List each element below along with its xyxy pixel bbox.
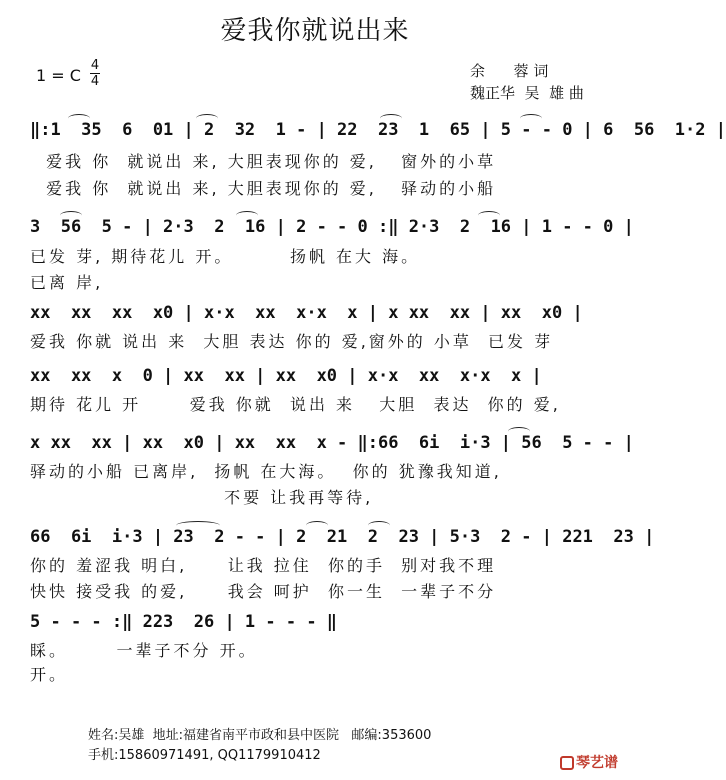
song-title: 爱我你就说出来	[220, 16, 410, 46]
lyric-row: 期待 花儿 开 爱我 你就 说出 来 大胆 表达 你的 爱,	[30, 395, 561, 414]
meter-bottom: 4	[90, 74, 100, 89]
slur-mark	[478, 211, 500, 220]
contact-line: 姓名:吴雄 地址:福建省南平市政和县中医院 邮编:353600	[88, 728, 432, 743]
lyricist-credit: 余 蓉 词	[470, 62, 549, 80]
lyric-row: 快快 接受我 的爱, 我会 呵护 你一生 一辈子不分	[30, 582, 497, 601]
site-logo	[560, 752, 618, 772]
meter-top: 4	[90, 58, 100, 73]
phone-line: 手机:15860971491, QQ1179910412	[88, 748, 321, 763]
notation-row: 66 6i i·3 | 23 2 - - | 2 21 2 23 | 5·3 2 - | 221 23 |	[30, 527, 655, 547]
notation-row: xx xx xx x0 | x·x xx x·x x | x xx xx | xx x0 |	[30, 303, 583, 323]
slur-mark	[176, 521, 220, 530]
logo-icon	[560, 756, 574, 770]
key-signature: 1 = C	[36, 66, 81, 85]
lyric-row: 已发 芽, 期待花儿 开。 扬帆 在大 海。	[30, 247, 421, 266]
slur-mark	[60, 211, 82, 220]
slur-mark	[508, 427, 530, 436]
lyric-row: 开。	[30, 665, 69, 684]
lyric-row: 爱我 你 就说出 来, 大胆表现你的 爱, 驿动的小船	[30, 179, 497, 198]
logo-text: 琴艺谱	[576, 755, 618, 771]
lyric-row: 爱我 你就 说出 来 大胆 表达 你的 爱,窗外的 小草 已发 芽	[30, 332, 554, 351]
slur-mark	[368, 521, 390, 530]
lyric-row: 不要 让我再等待,	[30, 488, 374, 507]
notation-row: x xx xx | xx x0 | xx xx x - ‖:66 6i i·3 | 56 5 - - |	[30, 433, 634, 453]
notation-row: 5 - - - :‖ 223 26 | 1 - - - ‖	[30, 612, 338, 632]
lyric-row: 驿动的小船 已离岸, 扬帆 在大海。 你的 犹豫我知道,	[30, 462, 502, 481]
slur-mark	[196, 114, 218, 123]
notation-row: xx xx x 0 | xx xx | xx x0 | x·x xx x·x x |	[30, 366, 542, 386]
slur-mark	[236, 211, 258, 220]
slur-mark	[306, 521, 328, 530]
notation-row: ‖:1 35 6 01 | 2 32 1 - | 22 23 1 65 | 5 - - 0 | 6 56 1·2 |	[30, 120, 726, 140]
slur-mark	[68, 114, 90, 123]
lyric-row: 你的 羞涩我 明白, 让我 拉住 你的手 别对我不理	[30, 556, 497, 575]
lyric-row: 睬。 一辈子不分 开。	[30, 641, 258, 660]
credits	[470, 60, 584, 104]
notation-row: 3 56 5 - | 2·3 2 16 | 2 - - 0 :‖ 2·3 2 16 | 1 - - 0 |	[30, 217, 634, 237]
time-signature	[90, 58, 100, 89]
slur-mark	[380, 114, 402, 123]
slur-mark	[520, 114, 542, 123]
lyric-row: 已离 岸,	[30, 273, 104, 292]
composer-credit: 魏正华 吴 雄 曲	[470, 84, 584, 102]
lyric-row: 爱我 你 就说出 来, 大胆表现你的 爱, 窗外的小草	[30, 152, 497, 171]
